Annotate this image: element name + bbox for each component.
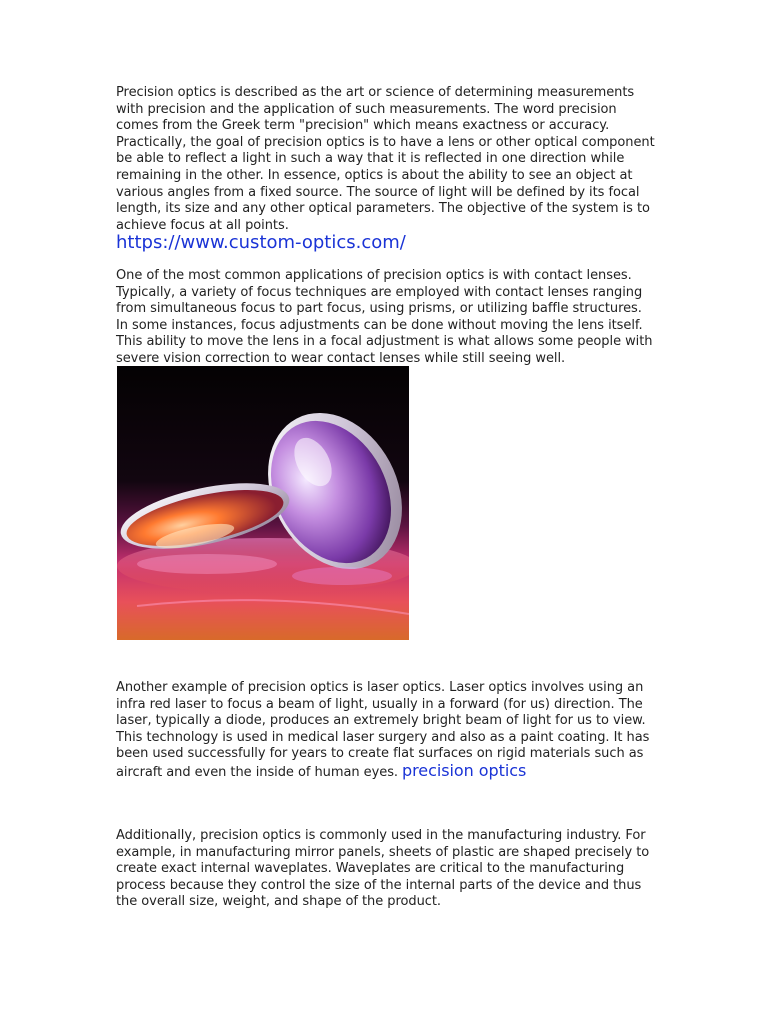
manufacturing-paragraph: Additionally, precision optics is commonly used in the manufacturing industry. For example, in manufacturing mirror panels, sheets of plastic are shaped precisely to create exact internal waveplates. Waveplates are critical to the manufacturing process because they control the size of the internal parts of the device and thus the overall size, weight, and shape of the product. [116, 828, 650, 910]
custom-optics-link[interactable]: https://www.custom-optics.com/ [116, 232, 406, 253]
precision-optics-link[interactable]: precision optics [402, 760, 527, 780]
laser-optics-text: Another example of precision optics is laser optics. Laser optics involves using an infra red laser to focus a beam of light, usually in a forward (for us) direction. The laser, typically a diode, produces an extremely bright beam of light for us to view. This technology is used in medical laser surgery and also as a paint coating. It has been used successfully for years to create flat surfaces on rigid materials such as aircraft and even the inside of human eyes. [116, 680, 650, 780]
contact-lenses-paragraph: One of the most common applications of precision optics is with contact lenses. Typically, a variety of focus techniques are employed with contact lenses ranging from simultaneous focus to part focus, using prisms, or utilizing baffle structures. In some instances, focus adjustments can be done without moving the lens itself. This ability to move the lens in a focal adjustment is what allows some people with severe vision correction to wear contact lenses while still seeing well. [116, 268, 653, 366]
lenses-photo [117, 366, 409, 640]
intro-paragraph: Precision optics is described as the art or science of determining measurements with precision and the application of such measurements. The word precision comes from the Greek term "precision" which means exactness or accuracy. Practically, the goal of precision optics is to have a lens or other optical component be able to reflect a light in such a way that it is reflected in one direction while remaining in the other. In essence, optics is about the ability to see an object at various angles from a fixed source. The source of light will be defined by its focal length, its size and any other optical parameters. The objective of the system is to achieve focus at all points. [116, 85, 655, 233]
laser-optics-paragraph [116, 680, 656, 782]
